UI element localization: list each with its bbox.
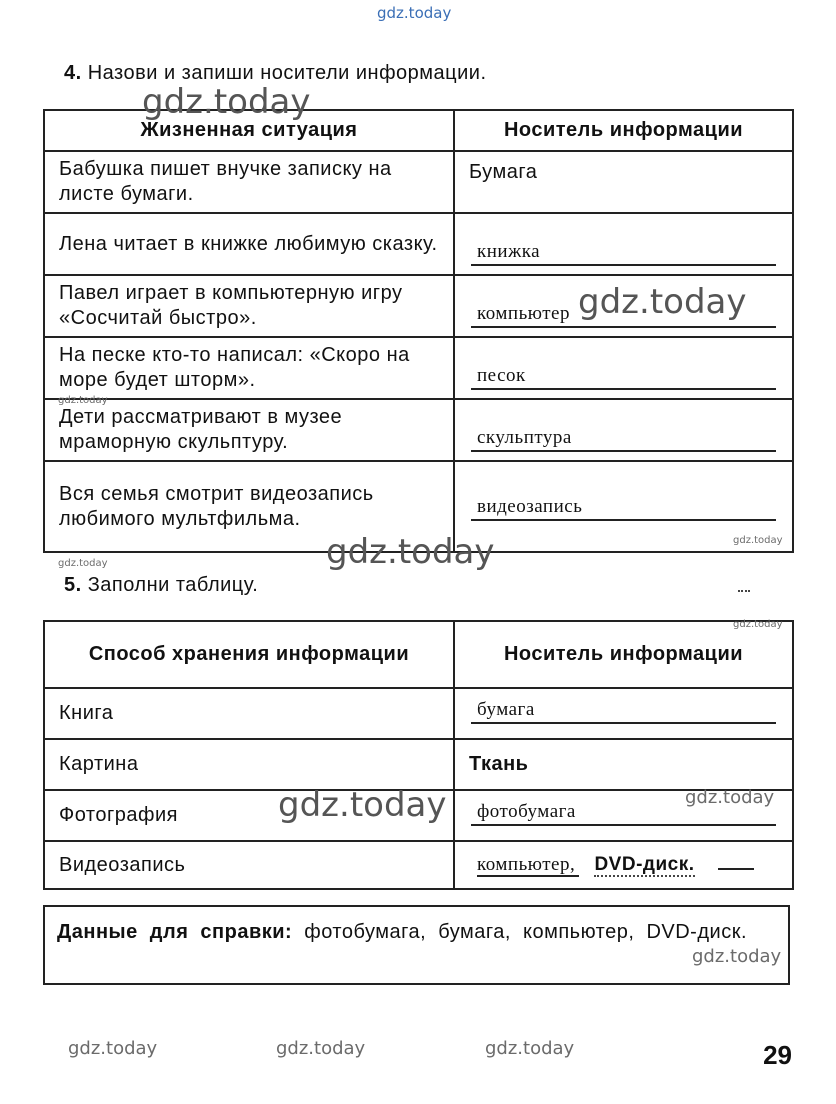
carrier-cell-printed (454, 739, 793, 790)
carrier-cell[interactable] (454, 841, 793, 889)
watermark: gdz.today (278, 785, 447, 825)
handwritten-answer: видеозапись (471, 495, 776, 521)
situation-cell: Бабушка пишет внучке записку на листе бумаги. (44, 151, 454, 213)
task4-title: Назови и запиши носители информации. (87, 62, 487, 84)
method-cell: Книга (44, 688, 454, 739)
watermark: gdz.today (578, 282, 747, 322)
divider (738, 590, 750, 592)
carrier-cell[interactable] (454, 688, 793, 739)
task4-header-carrier: Носитель информации (454, 110, 793, 151)
handwritten-answer: бумага (471, 698, 776, 724)
handwritten-answer: книжка (471, 240, 776, 266)
handwritten-answer: фотобумага (471, 800, 776, 826)
situation-cell: На песке кто-то написал: «Скоро на море будет шторм». (44, 337, 454, 399)
task5-heading (64, 574, 258, 597)
situation-cell: Лена читает в книжке любимую сказку. (44, 213, 454, 275)
table-row (44, 337, 793, 399)
carrier-printed-text: Бумага (469, 161, 538, 183)
task5-title: Заполни таблицу. (87, 574, 259, 596)
table-row (44, 151, 793, 213)
answer-blank (718, 850, 754, 870)
task5-number: 5. (64, 574, 82, 596)
carrier-printed-text: Ткань (469, 753, 529, 775)
carrier-cell-printed (454, 151, 793, 213)
task5-header-method: Способ хранения информации (44, 621, 454, 688)
watermark: gdz.today (685, 787, 775, 808)
watermark: gdz.today (68, 1038, 158, 1059)
carrier-cell[interactable] (454, 399, 793, 461)
table-row (44, 841, 793, 889)
handwritten-answer: скульптура (471, 426, 776, 452)
watermark-top: gdz.today (377, 4, 452, 22)
watermark: gdz.today (692, 946, 782, 967)
task4-number: 4. (64, 62, 82, 84)
reference-label: Данные для справки: (57, 921, 293, 943)
watermark: gdz.today (326, 532, 495, 572)
watermark: gdz.today (142, 82, 311, 122)
carrier-cell[interactable] (454, 337, 793, 399)
watermark: gdz.today (733, 535, 783, 546)
reference-text: фотобумага, бумага, компьютер, DVD-диск. (304, 921, 747, 943)
table-row (44, 688, 793, 739)
carrier-cell[interactable] (454, 213, 793, 275)
situation-cell: Павел играет в компьютерную игру «Сосчитай быстро». (44, 275, 454, 337)
task4-table (43, 109, 794, 553)
method-cell: Картина (44, 739, 454, 790)
watermark: gdz.today (58, 395, 108, 406)
task4-header-situation: Жизненная ситуация (44, 110, 454, 151)
table-row (44, 739, 793, 790)
table-row (44, 399, 793, 461)
watermark: gdz.today (733, 619, 783, 630)
task5-table (43, 620, 794, 890)
page-number: 29 (763, 1040, 792, 1070)
method-cell: Видеозапись (44, 841, 454, 889)
watermark: gdz.today (58, 558, 108, 569)
table-row (44, 213, 793, 275)
handwritten-answer: компьютер, (477, 854, 579, 877)
situation-cell: Вся семья смотрит видеозапись любимого мультфильма. (44, 461, 454, 552)
handwritten-answer-group (471, 850, 776, 874)
printed-answer: DVD-диск. (594, 854, 695, 875)
task5-header-carrier: Носитель информации (454, 621, 793, 688)
task5-header-row (44, 621, 793, 688)
handwritten-answer: песок (471, 364, 776, 390)
handwritten-answer: компьютер (471, 302, 776, 328)
watermark: gdz.today (276, 1038, 366, 1059)
situation-cell: Дети рассматривают в музее мраморную скульптуру. (44, 399, 454, 461)
method-cell: Фотография (44, 790, 454, 841)
watermark: gdz.today (485, 1038, 575, 1059)
reference-box (43, 905, 790, 985)
